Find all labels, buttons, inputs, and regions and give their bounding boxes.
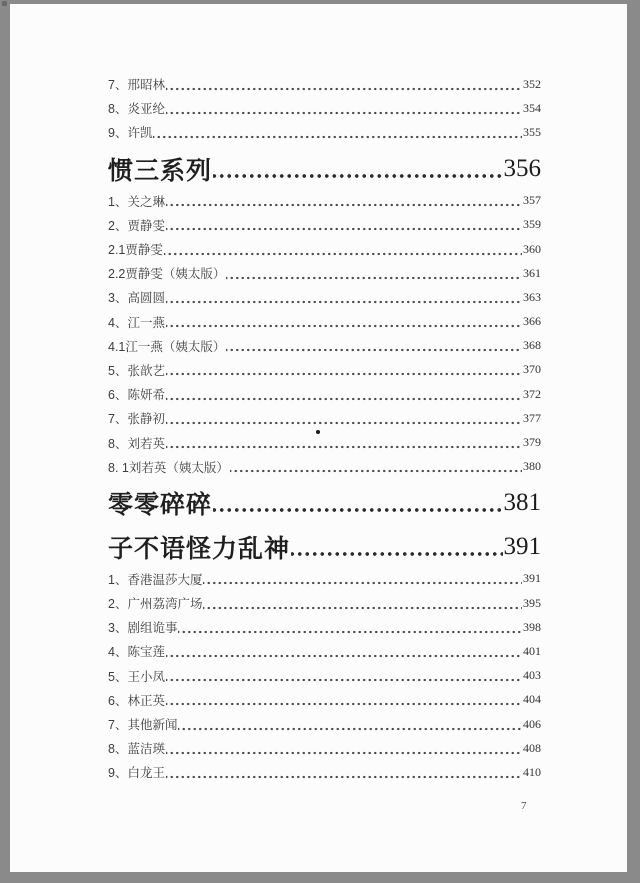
toc-entry-page: 380	[523, 459, 541, 474]
toc-heading-label: 零零碎碎	[108, 490, 213, 519]
dot-leader	[166, 430, 522, 454]
toc-entry-page: 391	[503, 532, 541, 560]
toc-item-label: 5、张歆艺	[108, 363, 165, 378]
toc-item-label: 4、江一燕	[108, 315, 165, 330]
dot-leader	[166, 189, 522, 213]
dot-leader	[203, 591, 522, 615]
toc-item-label: 7、张静初	[108, 412, 165, 427]
toc-item-label: 7、其他新闻	[108, 718, 178, 733]
toc-entry-page: 401	[523, 643, 541, 658]
toc-item-label: 2、贾静雯	[108, 218, 165, 233]
toc-item-label: 8. 1刘若英（姨太版）	[108, 460, 229, 475]
toc-entry-page: 360	[523, 241, 541, 256]
dot-leader	[166, 96, 522, 120]
toc-item	[108, 285, 541, 309]
toc-item-label: 4.1江一燕（姨太版）	[108, 339, 226, 354]
dot-leader	[166, 736, 522, 760]
toc-entry-page: 372	[523, 386, 541, 401]
toc-item-label: 2、广州荔湾广场	[108, 597, 203, 612]
toc-item-label: 8、刘若英	[108, 436, 165, 451]
toc-item-label: 1、关之琳	[108, 194, 165, 209]
toc-item	[108, 567, 541, 591]
dot-leader	[166, 358, 522, 382]
dot-leader	[203, 567, 522, 591]
toc-entry-page: 359	[523, 217, 541, 232]
toc-entry-page: 381	[503, 488, 541, 516]
toc-entry-page: 404	[523, 692, 541, 707]
toc-item-label: 8、炎亚纶	[108, 102, 165, 117]
dot-leader	[166, 688, 522, 712]
toc-entry-page: 354	[523, 100, 541, 115]
toc-item	[108, 591, 541, 615]
toc-heading	[108, 483, 541, 523]
toc-heading	[108, 527, 541, 567]
toc-heading	[108, 149, 541, 189]
toc-entry-page: 370	[523, 362, 541, 377]
toc-item-label: 9、白龙王	[108, 766, 165, 781]
toc-entry-page: 406	[523, 716, 541, 731]
toc-item	[108, 189, 541, 213]
toc-entry-page: 391	[523, 571, 541, 586]
dot-leader	[213, 149, 502, 189]
dot-leader	[178, 615, 522, 639]
page-number: 7	[521, 800, 527, 812]
toc-entry-page: 410	[523, 764, 541, 779]
dot-leader	[213, 483, 502, 523]
toc-item	[108, 96, 541, 120]
toc-item	[108, 760, 541, 784]
toc-item	[108, 310, 541, 334]
toc-item	[108, 455, 541, 479]
toc-entry-page: 361	[523, 265, 541, 280]
toc-item-label: 2.1贾静雯	[108, 243, 163, 258]
toc-item	[108, 261, 541, 285]
toc-entry-page: 395	[523, 595, 541, 610]
toc-item-label: 1、香港温莎大厦	[108, 572, 203, 587]
toc-item-label: 6、陈妍希	[108, 388, 165, 403]
toc-item	[108, 406, 541, 430]
dot-leader	[166, 664, 522, 688]
scan-artifact-speck	[2, 1, 7, 6]
toc-item	[108, 664, 541, 688]
dot-leader	[166, 760, 522, 784]
toc-item	[108, 358, 541, 382]
dot-leader	[226, 334, 522, 358]
toc-item-label: 8、蓝洁瑛	[108, 742, 165, 757]
toc-item	[108, 736, 541, 760]
dot-leader	[230, 455, 522, 479]
toc-entry-page: 379	[523, 435, 541, 450]
toc-entry-page: 377	[523, 410, 541, 425]
toc-item-label: 9、许凯	[108, 126, 153, 141]
toc-item	[108, 213, 541, 237]
toc-entry-page: 356	[503, 154, 541, 182]
dot-leader	[166, 310, 522, 334]
toc-entry-page: 403	[523, 668, 541, 683]
toc-entry-page: 352	[523, 76, 541, 91]
toc-item-label: 5、王小凤	[108, 669, 165, 684]
toc-item-label: 4、陈宝莲	[108, 645, 165, 660]
dot-leader	[178, 712, 522, 736]
table-of-contents	[108, 72, 541, 785]
toc-heading-label: 子不语怪力乱神	[108, 534, 291, 563]
toc-item	[108, 712, 541, 736]
toc-item-label: 3、高圆圆	[108, 291, 165, 306]
document-page	[10, 4, 627, 872]
dot-leader	[166, 213, 522, 237]
dot-leader	[166, 639, 522, 663]
ink-speck	[316, 430, 320, 434]
toc-item	[108, 382, 541, 406]
toc-entry-page: 368	[523, 338, 541, 353]
toc-entry-page: 357	[523, 193, 541, 208]
toc-item	[108, 688, 541, 712]
toc-entry-page: 366	[523, 314, 541, 329]
toc-entry-page: 398	[523, 619, 541, 634]
toc-item-label: 6、林正英	[108, 693, 165, 708]
dot-leader	[226, 261, 522, 285]
toc-item	[108, 120, 541, 144]
toc-item	[108, 430, 541, 454]
toc-item-label: 3、剧组诡事	[108, 621, 178, 636]
toc-entry-page: 363	[523, 289, 541, 304]
toc-item	[108, 237, 541, 261]
toc-item	[108, 639, 541, 663]
toc-item	[108, 615, 541, 639]
toc-heading-label: 惯三系列	[108, 156, 213, 185]
toc-item	[108, 334, 541, 358]
toc-item-label: 2.2贾静雯（姨太版）	[108, 267, 226, 282]
dot-leader	[166, 72, 522, 96]
dot-leader	[166, 406, 522, 430]
dot-leader	[166, 285, 522, 309]
dot-leader	[291, 527, 502, 567]
toc-entry-page: 355	[523, 124, 541, 139]
toc-item	[108, 72, 541, 96]
toc-entry-page: 408	[523, 740, 541, 755]
toc-item-label: 7、邢昭林	[108, 78, 165, 93]
dot-leader	[153, 120, 522, 144]
dot-leader	[166, 382, 522, 406]
dot-leader	[164, 237, 522, 261]
